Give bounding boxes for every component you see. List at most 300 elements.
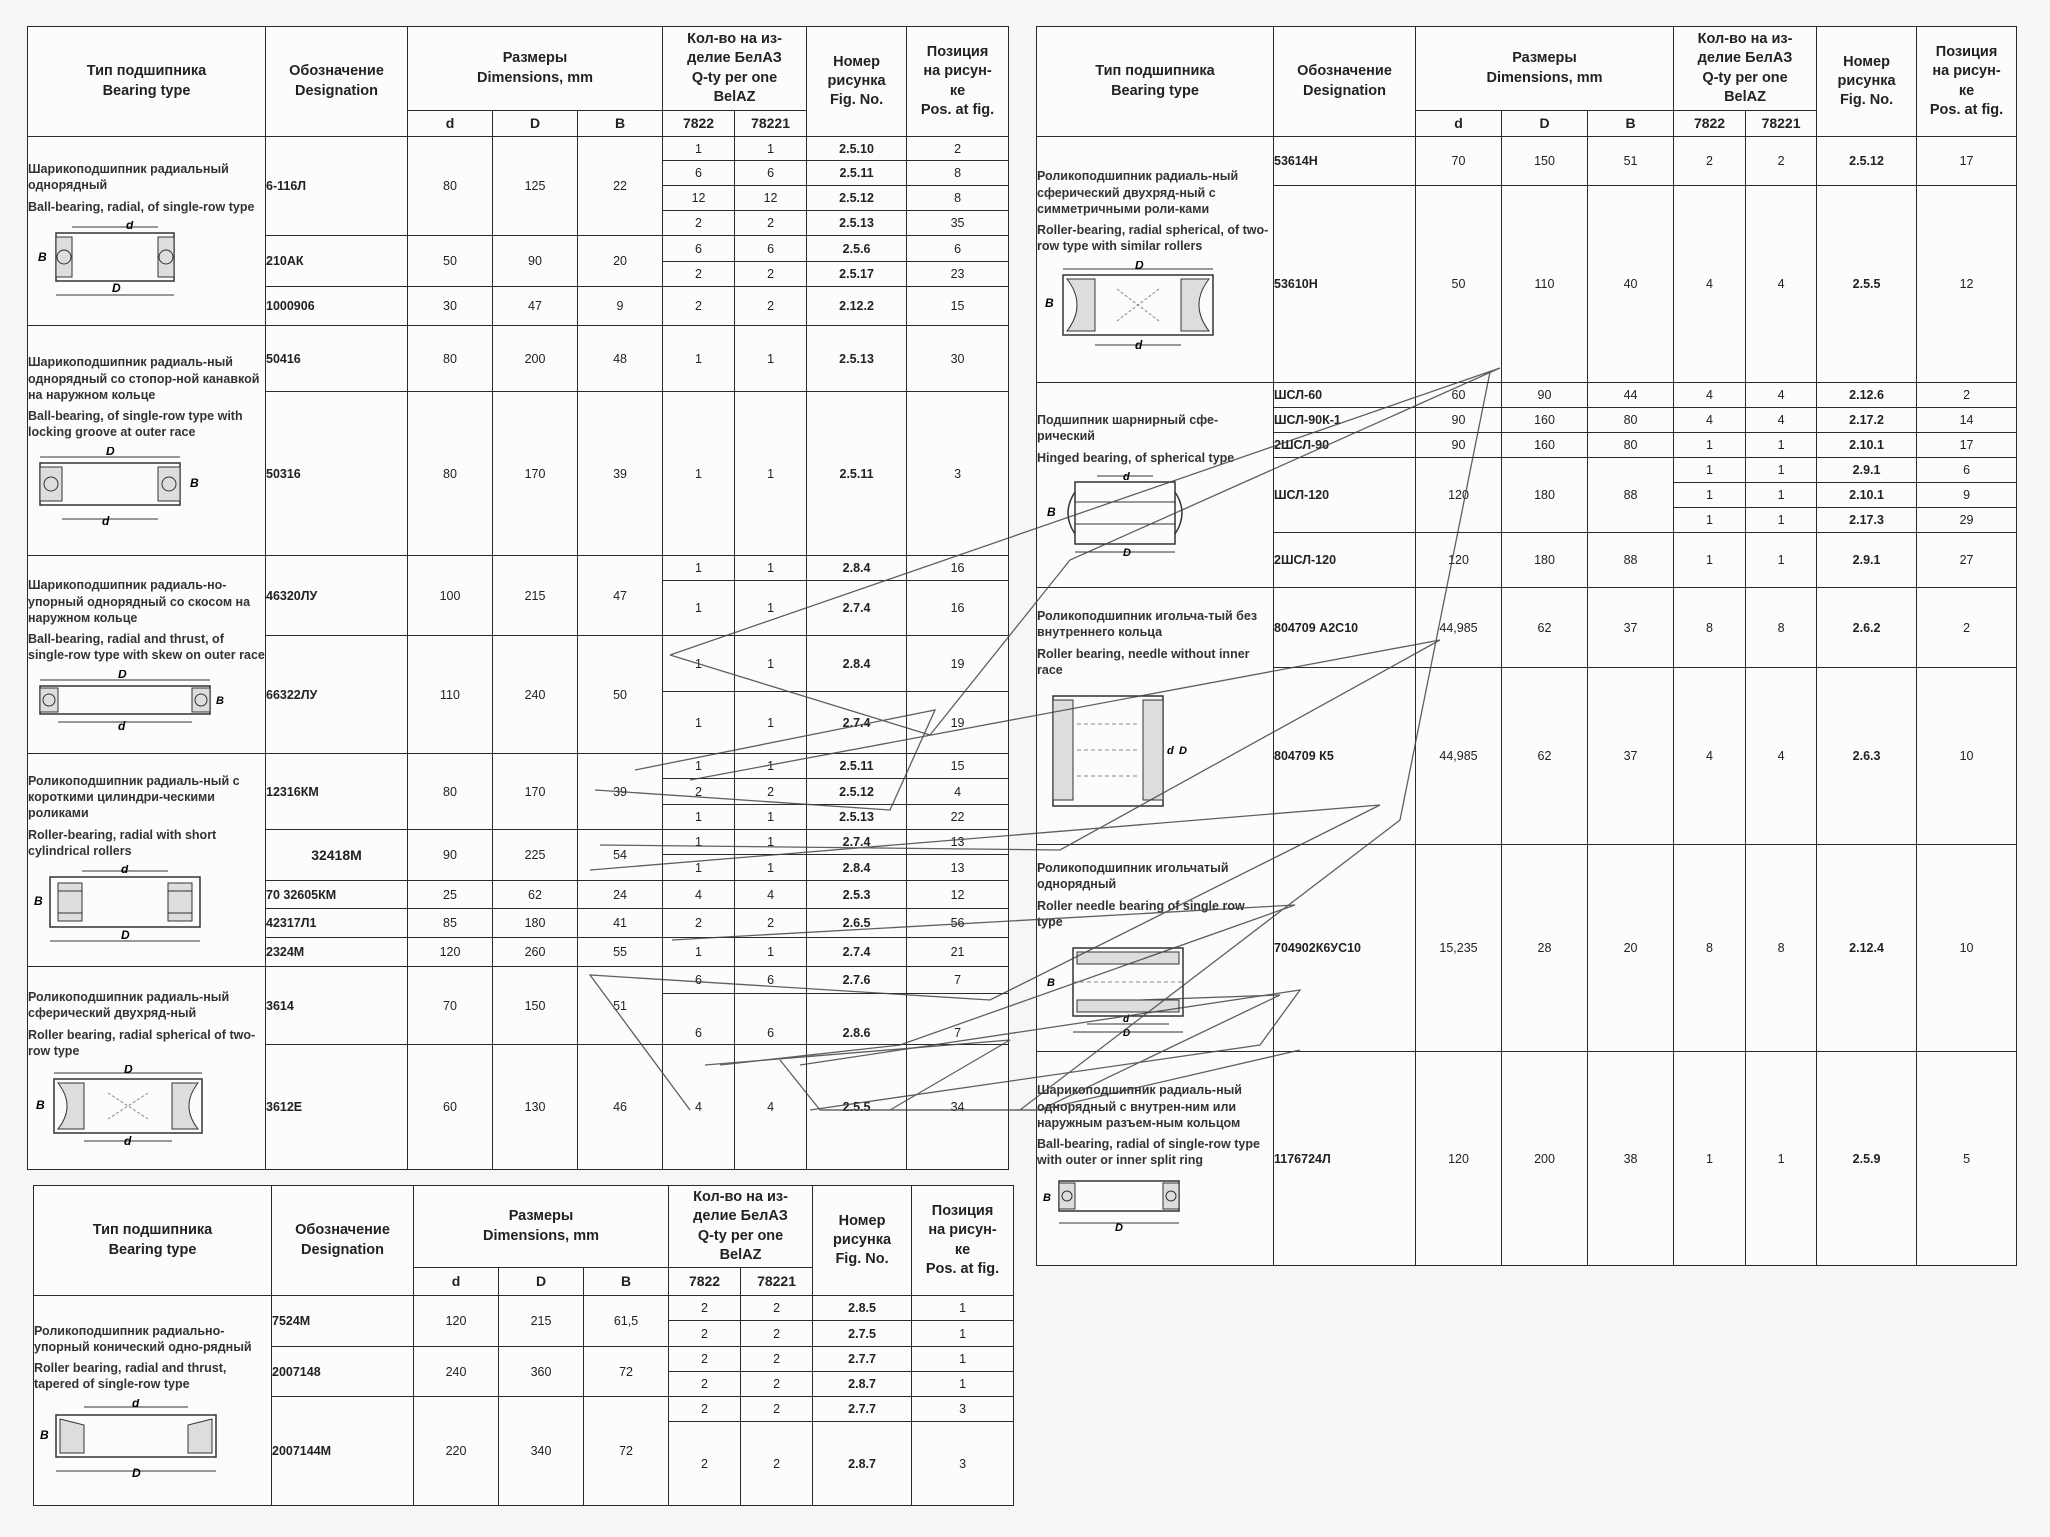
- type-name-en: Roller bearing, needle without inner race: [1037, 646, 1250, 677]
- qty-78221: 1: [735, 392, 807, 556]
- qty-78221: 2: [735, 287, 807, 326]
- qty-7822: 1: [663, 830, 735, 855]
- qty-7822: 2: [669, 1397, 741, 1422]
- header-dimensions: Размеры Dimensions, mm: [1416, 27, 1674, 111]
- position: 35: [907, 211, 1009, 236]
- dim-d: 120: [414, 1296, 499, 1347]
- dim-d: 44,985: [1416, 668, 1502, 845]
- dim-d: 50: [1416, 186, 1502, 383]
- dim-B: 41: [578, 909, 663, 938]
- position: 2: [1917, 588, 2017, 668]
- dim-D: 28: [1502, 845, 1588, 1052]
- svg-text:B: B: [1045, 295, 1054, 310]
- svg-text:D: D: [132, 1465, 141, 1479]
- qty-78221: 2: [741, 1347, 813, 1372]
- dim-B: 22: [578, 137, 663, 236]
- position: 15: [907, 754, 1009, 779]
- bearing-type-cell: [28, 967, 266, 1170]
- fig-no: 2.12.6: [1817, 383, 1917, 408]
- dim-d: 85: [408, 909, 493, 938]
- dim-d: 80: [408, 392, 493, 556]
- qty-78221: 6: [735, 967, 807, 994]
- qty-78221: 1: [1746, 1052, 1817, 1266]
- svg-text:D: D: [124, 1065, 133, 1076]
- fig-no: 2.6.3: [1817, 668, 1917, 845]
- dim-D: 260: [493, 938, 578, 967]
- dim-d: 44,985: [1416, 588, 1502, 668]
- position: 1: [912, 1296, 1014, 1321]
- fig-no: 2.5.11: [807, 161, 907, 186]
- header-position: Позиция на рисун- ке Pos. at fig.: [912, 1186, 1014, 1296]
- qty-78221: 2: [735, 779, 807, 805]
- qty-7822: 4: [1674, 408, 1746, 433]
- position: 3: [912, 1422, 1014, 1506]
- qty-7822: 6: [663, 161, 735, 186]
- dim-d: 120: [408, 938, 493, 967]
- position: 7: [907, 994, 1009, 1045]
- designation: 1176724Л: [1274, 1052, 1416, 1266]
- dim-D: 170: [493, 754, 578, 830]
- designation: 1000906: [266, 287, 408, 326]
- position: 3: [912, 1397, 1014, 1422]
- dim-D: 125: [493, 137, 578, 236]
- dim-d: 60: [408, 1045, 493, 1170]
- dim-B: 72: [584, 1397, 669, 1506]
- grooved-ball-bearing-icon: [28, 447, 208, 527]
- qty-78221: 1: [1746, 508, 1817, 533]
- designation: 66322ЛУ: [266, 636, 408, 754]
- fig-no: 2.12.2: [807, 287, 907, 326]
- position: 12: [1917, 186, 2017, 383]
- spherical-roller-bearing-icon: [28, 1065, 228, 1147]
- header-d: d: [408, 111, 493, 137]
- position: 27: [1917, 533, 2017, 588]
- dim-B: 50: [578, 636, 663, 754]
- svg-text:D: D: [121, 928, 130, 943]
- position: 34: [907, 1045, 1009, 1170]
- qty-78221: 1: [735, 556, 807, 581]
- designation: 2324М: [266, 938, 408, 967]
- header-model-7822: 7822: [669, 1268, 741, 1296]
- dim-d: 70: [408, 967, 493, 1045]
- dim-B: 88: [1588, 458, 1674, 533]
- header-quantity: Кол-во на из- делие БелАЗ Q-ty per one BelAZ: [1674, 27, 1817, 111]
- svg-text:B: B: [34, 894, 43, 909]
- dim-d: 120: [1416, 533, 1502, 588]
- svg-text:D: D: [1179, 745, 1187, 757]
- fig-no: 2.8.7: [813, 1422, 912, 1506]
- type-name-ru: Шарикоподшипник радиаль-но- упорный однорядный со скосом на наружном кольце: [28, 578, 251, 625]
- header-B: B: [584, 1268, 669, 1296]
- fig-no: 2.5.5: [807, 1045, 907, 1170]
- dim-B: 20: [1588, 845, 1674, 1052]
- type-name-ru: Роликоподшипник радиаль-ный с короткими цилиндри-ческими роликами: [28, 773, 240, 821]
- position: 21: [907, 938, 1009, 967]
- position: 4: [907, 779, 1009, 805]
- svg-text:B: B: [1043, 1191, 1051, 1204]
- qty-7822: 2: [669, 1296, 741, 1321]
- position: 17: [1917, 137, 2017, 186]
- dim-B: 37: [1588, 588, 1674, 668]
- position: 2: [907, 137, 1009, 161]
- qty-78221: 8: [1746, 845, 1817, 1052]
- qty-7822: 4: [663, 1045, 735, 1170]
- position: 6: [907, 236, 1009, 262]
- fig-no: 2.5.3: [807, 881, 907, 909]
- bearing-type-cell: [1037, 137, 1274, 383]
- header-model-7822: 7822: [1674, 111, 1746, 137]
- dim-B: 40: [1588, 186, 1674, 383]
- qty-78221: 6: [735, 236, 807, 262]
- header-bearing-type: Тип подшипника Bearing type: [28, 27, 266, 137]
- header-position: Позиция на рисун- ке Pos. at fig.: [907, 27, 1009, 137]
- qty-78221: 1: [735, 830, 807, 855]
- dim-D: 180: [1502, 533, 1588, 588]
- dim-D: 62: [1502, 668, 1588, 845]
- position: 56: [907, 909, 1009, 938]
- dim-d: 100: [408, 556, 493, 636]
- designation: 3614: [266, 967, 408, 1045]
- fig-no: 2.5.11: [807, 392, 907, 556]
- bearing-type-cell: [1037, 1052, 1274, 1266]
- qty-7822: 2: [663, 262, 735, 287]
- dim-D: 200: [1502, 1052, 1588, 1266]
- type-name-ru: Роликоподшипник радиаль-ный сферический двухряд-ный: [28, 990, 230, 1021]
- svg-text:B: B: [190, 475, 199, 490]
- header-designation: Обозначение Designation: [1274, 27, 1416, 137]
- needle-roller-single-row-icon: [1037, 936, 1207, 1036]
- qty-78221: 6: [735, 161, 807, 186]
- dim-B: 51: [578, 967, 663, 1045]
- type-name-en: Ball-bearing, radial, of single-row type: [28, 199, 255, 214]
- dim-d: 120: [1416, 458, 1502, 533]
- position: 19: [907, 692, 1009, 754]
- qty-78221: 4: [1746, 383, 1817, 408]
- qty-7822: 1: [663, 805, 735, 830]
- qty-78221: 2: [741, 1397, 813, 1422]
- svg-text:D: D: [106, 446, 115, 458]
- qty-7822: 4: [1674, 668, 1746, 845]
- header-D: D: [493, 111, 578, 137]
- svg-text:D: D: [112, 280, 121, 295]
- header-dimensions: Размеры Dimensions, mm: [414, 1186, 669, 1268]
- dim-d: 220: [414, 1397, 499, 1506]
- bearing-type-cell: [28, 137, 266, 326]
- fig-no: 2.5.10: [807, 137, 907, 161]
- qty-7822: 1: [1674, 458, 1746, 483]
- bearing-table-2: [33, 1185, 1014, 1506]
- qty-78221: 4: [735, 1045, 807, 1170]
- qty-7822: 2: [663, 909, 735, 938]
- dim-B: 39: [578, 754, 663, 830]
- designation: 3612Е: [266, 1045, 408, 1170]
- svg-text:B: B: [1047, 504, 1056, 519]
- dim-B: 51: [1588, 137, 1674, 186]
- qty-7822: 1: [663, 581, 735, 636]
- bearing-table-1: [27, 26, 1009, 1170]
- fig-no: 2.9.1: [1817, 533, 1917, 588]
- bearing-type-cell: [1037, 588, 1274, 845]
- qty-78221: 1: [1746, 458, 1817, 483]
- svg-text:B: B: [38, 249, 47, 264]
- svg-text:D: D: [1135, 260, 1144, 272]
- qty-7822: 1: [1674, 508, 1746, 533]
- svg-text:d: d: [118, 718, 126, 732]
- type-name-en: Roller-bearing, radial with short cylindrical rollers: [28, 827, 217, 858]
- header-fig-no: Номер рисунка Fig. No.: [1817, 27, 1917, 137]
- dim-d: 50: [408, 236, 493, 287]
- qty-78221: 4: [1746, 186, 1817, 383]
- type-name-ru: Подшипник шарнирный сфе-рический: [1037, 413, 1219, 444]
- qty-78221: 12: [735, 186, 807, 211]
- svg-text:B: B: [1047, 977, 1055, 989]
- qty-78221: 1: [735, 137, 807, 161]
- type-name-en: Ball-bearing, of single-row type with locking groove at outer race: [28, 409, 243, 440]
- fig-no: 2.5.11: [807, 754, 907, 779]
- dim-D: 360: [499, 1347, 584, 1397]
- dim-B: 38: [1588, 1052, 1674, 1266]
- fig-no: 2.7.5: [813, 1321, 912, 1347]
- dim-B: 20: [578, 236, 663, 287]
- position: 2: [1917, 383, 2017, 408]
- qty-78221: 2: [741, 1372, 813, 1397]
- header-B: B: [578, 111, 663, 137]
- fig-no: 2.8.4: [807, 855, 907, 881]
- position: 1: [912, 1372, 1014, 1397]
- bearing-type-cell: [28, 556, 266, 754]
- qty-7822: 1: [663, 692, 735, 754]
- qty-7822: 4: [1674, 186, 1746, 383]
- header-model-78221: 78221: [1746, 111, 1817, 137]
- ball-bearing-icon: [28, 221, 198, 301]
- fig-no: 2.8.7: [813, 1372, 912, 1397]
- header-D: D: [499, 1268, 584, 1296]
- qty-7822: 2: [663, 287, 735, 326]
- fig-no: 2.7.6: [807, 967, 907, 994]
- position: 10: [1917, 668, 2017, 845]
- qty-78221: 2: [735, 909, 807, 938]
- fig-no: 2.9.1: [1817, 458, 1917, 483]
- type-name-en: Roller bearing, radial spherical of two-row type: [28, 1027, 256, 1058]
- bearing-type-cell: [28, 326, 266, 556]
- fig-no: 2.5.9: [1817, 1052, 1917, 1266]
- dim-B: 55: [578, 938, 663, 967]
- fig-no: 2.7.7: [813, 1347, 912, 1372]
- bearing-type-cell: [1037, 845, 1274, 1052]
- dim-d: 60: [1416, 383, 1502, 408]
- qty-7822: 1: [663, 326, 735, 392]
- designation: 50316: [266, 392, 408, 556]
- svg-text:d: d: [132, 1398, 140, 1410]
- header-designation: Обозначение Designation: [272, 1186, 414, 1296]
- designation: 2ШСЛ-90: [1274, 433, 1416, 458]
- qty-7822: 8: [1674, 588, 1746, 668]
- qty-78221: 4: [735, 881, 807, 909]
- fig-no: 2.5.13: [807, 326, 907, 392]
- dim-D: 340: [499, 1397, 584, 1506]
- designation: 804709 К5: [1274, 668, 1416, 845]
- svg-text:D: D: [1115, 1221, 1123, 1234]
- qty-78221: 1: [735, 805, 807, 830]
- designation: 70 32605КМ: [266, 881, 408, 909]
- qty-78221: 2: [735, 211, 807, 236]
- qty-78221: 2: [741, 1296, 813, 1321]
- type-name-en: Roller needle bearing of single row type: [1037, 898, 1245, 929]
- position: 30: [907, 326, 1009, 392]
- designation: ШСЛ-120: [1274, 458, 1416, 533]
- position: 16: [907, 581, 1009, 636]
- qty-78221: 2: [735, 262, 807, 287]
- fig-no: 2.8.6: [807, 994, 907, 1045]
- dim-D: 90: [1502, 383, 1588, 408]
- position: 1: [912, 1321, 1014, 1347]
- header-bearing-type: Тип подшипника Bearing type: [1037, 27, 1274, 137]
- fig-no: 2.10.1: [1817, 433, 1917, 458]
- bearing-type-cell: [1037, 383, 1274, 588]
- qty-7822: 2: [663, 211, 735, 236]
- fig-no: 2.17.2: [1817, 408, 1917, 433]
- qty-78221: 1: [735, 855, 807, 881]
- dim-B: 80: [1588, 408, 1674, 433]
- dim-D: 180: [1502, 458, 1588, 533]
- qty-78221: 1: [735, 754, 807, 779]
- position: 13: [907, 830, 1009, 855]
- qty-78221: 1: [1746, 433, 1817, 458]
- type-name-en: Ball-bearing, radial and thrust, of single-row type with skew on outer race: [28, 632, 265, 663]
- svg-text:d: d: [126, 220, 134, 232]
- position: 17: [1917, 433, 2017, 458]
- position: 8: [907, 186, 1009, 211]
- qty-78221: 1: [735, 581, 807, 636]
- fig-no: 2.6.2: [1817, 588, 1917, 668]
- tapered-roller-bearing-icon: [34, 1399, 234, 1479]
- dim-B: 39: [578, 392, 663, 556]
- fig-no: 2.8.4: [807, 556, 907, 581]
- dim-d: 80: [408, 326, 493, 392]
- type-name-ru: Роликоподшипник игольчатый однорядный: [1037, 861, 1229, 892]
- svg-text:d: d: [1123, 471, 1130, 483]
- dim-D: 47: [493, 287, 578, 326]
- double-spherical-roller-bearing-icon: [1037, 261, 1237, 351]
- dim-D: 110: [1502, 186, 1588, 383]
- position: 5: [1917, 1052, 2017, 1266]
- dim-B: 48: [578, 326, 663, 392]
- header-position: Позиция на рисун- ке Pos. at fig.: [1917, 27, 2017, 137]
- position: 22: [907, 805, 1009, 830]
- dim-D: 90: [493, 236, 578, 287]
- dim-B: 61,5: [584, 1296, 669, 1347]
- dim-D: 240: [493, 636, 578, 754]
- qty-7822: 2: [663, 779, 735, 805]
- dim-D: 62: [493, 881, 578, 909]
- type-name-ru: Роликоподшипник радиально-упорный конический одно-рядный: [34, 1323, 252, 1354]
- qty-78221: 1: [735, 636, 807, 692]
- type-name-ru: Роликоподшипник игольча-тый без внутреннего кольца: [1037, 609, 1258, 640]
- angular-ball-bearing-icon: [28, 670, 228, 732]
- dim-d: 25: [408, 881, 493, 909]
- type-name-en: Hinged bearing, of spherical type: [1037, 450, 1235, 465]
- position: 10: [1917, 845, 2017, 1052]
- designation: 6-116Л: [266, 137, 408, 236]
- fig-no: 2.7.4: [807, 830, 907, 855]
- dim-d: 120: [1416, 1052, 1502, 1266]
- fig-no: 2.6.5: [807, 909, 907, 938]
- designation: 42317Л1: [266, 909, 408, 938]
- fig-no: 2.7.4: [807, 692, 907, 754]
- fig-no: 2.5.13: [807, 805, 907, 830]
- position: 16: [907, 556, 1009, 581]
- fig-no: 2.17.3: [1817, 508, 1917, 533]
- dim-B: 9: [578, 287, 663, 326]
- fig-no: 2.7.4: [807, 938, 907, 967]
- dim-D: 225: [493, 830, 578, 881]
- type-name-ru: Шарикоподшипник радиаль-ный однорядный с внутрен-ним или наружным разъем-ным кольцом: [1037, 1083, 1242, 1130]
- bearing-type-cell: [28, 754, 266, 967]
- position: 29: [1917, 508, 2017, 533]
- qty-7822: 1: [663, 392, 735, 556]
- svg-text:D: D: [1123, 546, 1131, 558]
- dim-d: 80: [408, 137, 493, 236]
- bearing-table-3: [1036, 26, 2017, 1266]
- dim-d: 70: [1416, 137, 1502, 186]
- dim-D: 215: [499, 1296, 584, 1347]
- fig-no: 2.5.12: [807, 186, 907, 211]
- dim-D: 150: [493, 967, 578, 1045]
- qty-7822: 2: [669, 1422, 741, 1506]
- dim-D: 160: [1502, 433, 1588, 458]
- designation: 32418М: [266, 830, 408, 881]
- fig-no: 2.7.7: [813, 1397, 912, 1422]
- dim-B: 47: [578, 556, 663, 636]
- qty-7822: 1: [663, 556, 735, 581]
- cylindrical-roller-bearing-icon: [28, 865, 228, 947]
- fig-no: 2.8.4: [807, 636, 907, 692]
- designation: 2007148: [272, 1347, 414, 1397]
- designation: ШСЛ-90К-1: [1274, 408, 1416, 433]
- position: 3: [907, 392, 1009, 556]
- svg-text:d: d: [121, 865, 129, 877]
- qty-78221: 1: [1746, 483, 1817, 508]
- qty-78221: 2: [741, 1422, 813, 1506]
- qty-7822: 2: [1674, 137, 1746, 186]
- qty-78221: 6: [735, 994, 807, 1045]
- qty-7822: 4: [663, 881, 735, 909]
- dim-d: 240: [414, 1347, 499, 1397]
- header-model-78221: 78221: [735, 111, 807, 137]
- designation: 210АК: [266, 236, 408, 287]
- position: 23: [907, 262, 1009, 287]
- dim-d: 90: [408, 830, 493, 881]
- header-bearing-type: Тип подшипника Bearing type: [34, 1186, 272, 1296]
- qty-78221: 1: [1746, 533, 1817, 588]
- dim-B: 54: [578, 830, 663, 881]
- dim-B: 37: [1588, 668, 1674, 845]
- svg-text:d: d: [124, 1134, 132, 1147]
- header-d: d: [414, 1268, 499, 1296]
- header-fig-no: Номер рисунка Fig. No.: [813, 1186, 912, 1296]
- dim-D: 150: [1502, 137, 1588, 186]
- header-model-7822: 7822: [663, 111, 735, 137]
- designation: 53614Н: [1274, 137, 1416, 186]
- designation: 46320ЛУ: [266, 556, 408, 636]
- designation: 53610Н: [1274, 186, 1416, 383]
- qty-7822: 6: [663, 967, 735, 994]
- designation: 704902К6УС10: [1274, 845, 1416, 1052]
- fig-no: 2.7.4: [807, 581, 907, 636]
- svg-text:d: d: [1135, 337, 1143, 351]
- svg-text:D: D: [1123, 1028, 1131, 1036]
- qty-7822: 12: [663, 186, 735, 211]
